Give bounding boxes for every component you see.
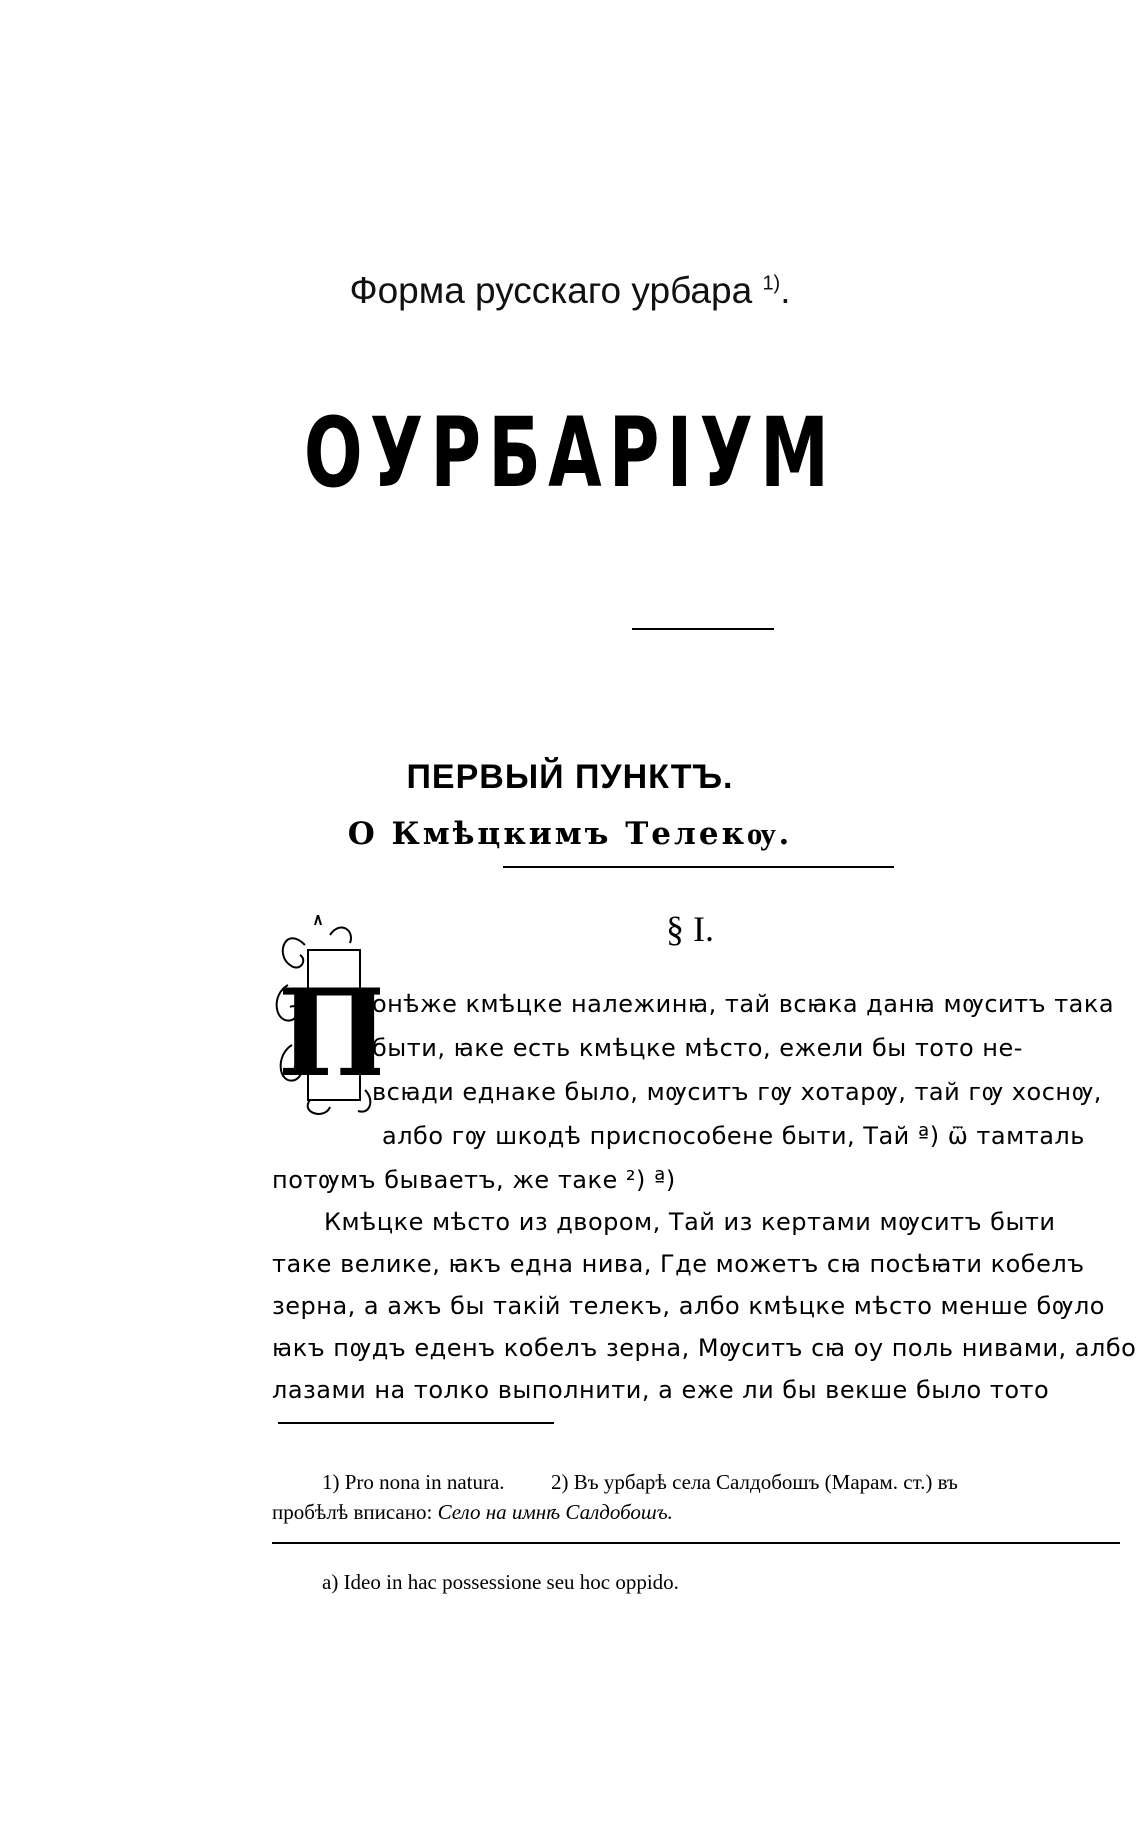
body-line: таке велике, ꙗкъ една нива, Где можетъ сꙗ посѣꙗти кобелъ <box>272 1250 1085 1278</box>
body-line: ꙗкъ пѹдъ еденъ кобелъ зерна, Мѹситъ сꙗ оу поль нивами, албо <box>272 1334 1137 1362</box>
body-line: потѹмъ бываетъ, же таке ²) ª) <box>272 1166 676 1194</box>
body-line: онѣже кмѣцке належинꙗ, тай всꙗка данꙗ мѹситъ така <box>372 990 1115 1018</box>
footnote-1: 1) Pro nona in natura. <box>322 1470 505 1494</box>
section-subtitle: О Кмѣцкимъ Телекѹ. <box>347 816 793 852</box>
footnote-2: 2) Въ урбарѣ села Салдобошъ (Марам. ст.) въ <box>551 1470 958 1494</box>
body-line: лазами на толко выполнити, а еже ли бы векше было тото <box>272 1376 1050 1404</box>
footnote-line-1 <box>322 1470 958 1495</box>
footnote-line-2 <box>272 1500 673 1525</box>
body-line: албо гѹ шкодѣ приспособене быти, Тай ª) ѿ тамталь <box>382 1122 1085 1150</box>
body-line: Кмѣцке мѣсто из двором, Тай из кертами мѹситъ быти <box>324 1208 1056 1236</box>
paragraph-mark: § I. <box>666 909 714 949</box>
section-title: ПЕРВЫЙ ПУНКТЪ. <box>406 758 734 796</box>
header-title-suffix: . <box>780 270 791 311</box>
footnote-divider <box>278 1422 554 1424</box>
body-line: зерна, а ажъ бы такій телекъ, албо кмѣцке мѣсто менше бѹло <box>272 1292 1105 1320</box>
footnote-2-italic: Село на имнѣ Салдобошъ. <box>437 1500 673 1524</box>
footnote-2-cont: пробѣлѣ вписано: <box>272 1500 433 1524</box>
body-line: всꙗди еднаке было, мѹситъ гѹ хотарѹ, тай гѹ хоснѹ, <box>372 1078 1102 1106</box>
footnote-a: a) Ideo in hac possessione seu hoc oppido. <box>322 1570 679 1594</box>
header-title-text: Форма русскаго урбара <box>349 270 753 311</box>
body-text-block <box>272 0 1137 1404</box>
slavonic-title: ОУРБАРІУМ <box>303 397 837 509</box>
footnote-divider-long <box>272 1542 1120 1544</box>
drop-cap-letter: П <box>277 963 380 1104</box>
body-line: быти, ꙗке есть кмѣцке мѣсто, ежели бы тото не- <box>372 1034 1023 1062</box>
header-footnote-ref: 1) <box>762 272 781 295</box>
